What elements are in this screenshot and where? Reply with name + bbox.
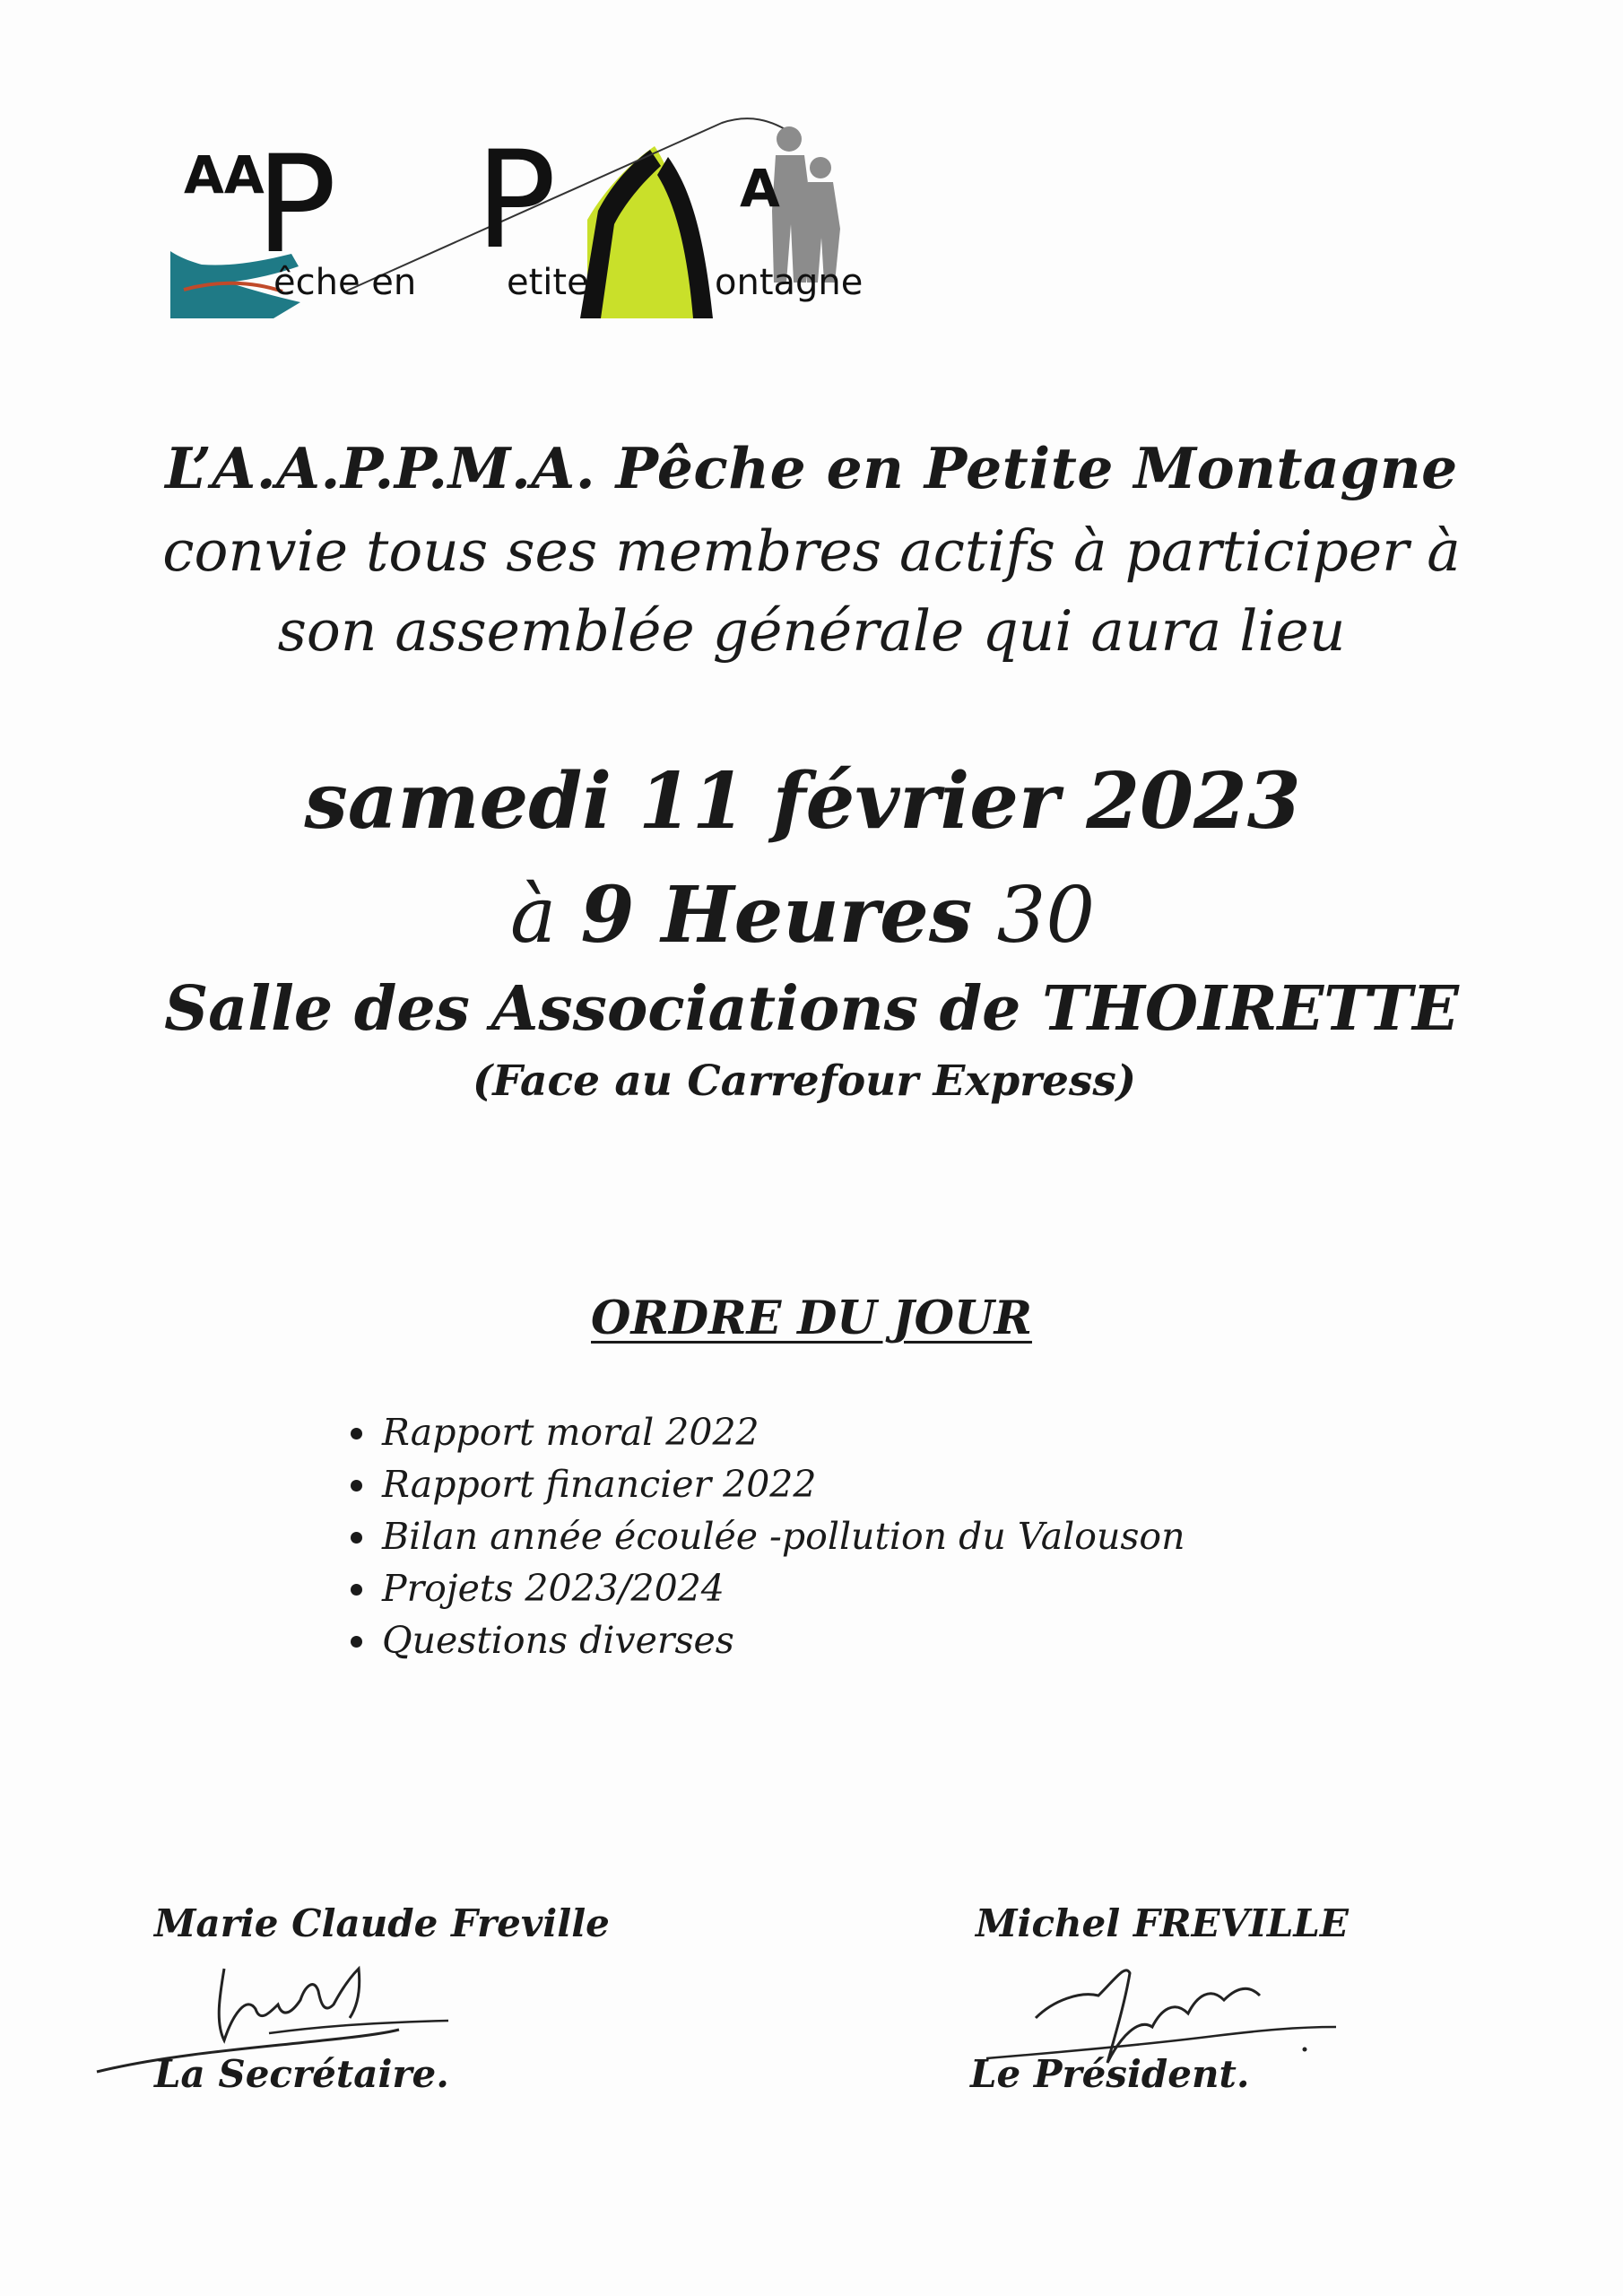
agenda-item-text: Projets 2023/2024	[382, 1567, 725, 1610]
agenda-item-text: Rapport financier 2022	[382, 1463, 817, 1506]
agenda-item	[348, 1458, 1185, 1510]
bullet-icon	[351, 1532, 362, 1544]
event-venue-note: (Face au Carrefour Express)	[472, 1057, 1137, 1106]
secretary-role: La Secrétaire.	[154, 2052, 449, 2096]
agenda-item-text: Rapport moral 2022	[382, 1411, 759, 1454]
logo-tagline-3: ontagne	[715, 262, 864, 303]
bullet-icon	[351, 1584, 362, 1596]
logo-tagline-1: êche en	[273, 262, 417, 303]
logo-fisherman-figures	[772, 126, 840, 283]
logo-graphic	[166, 103, 883, 336]
organization-line: L’A.A.P.P.M.A. Pêche en Petite Montagne	[165, 435, 1458, 501]
agenda-list	[348, 1406, 1185, 1666]
president-role: Le Président.	[970, 2052, 1250, 2096]
agenda-item-text: Questions diverses	[382, 1619, 734, 1662]
bullet-icon	[351, 1480, 362, 1492]
logo-tagline-2: etite	[507, 262, 589, 303]
event-venue: Salle des Associations de THOIRETTE	[164, 973, 1459, 1045]
bullet-icon	[351, 1636, 362, 1648]
president-name: Michel FREVILLE	[976, 1901, 1349, 1945]
logo-letter-a: A	[740, 158, 780, 219]
event-date: samedi 11 février 2023	[304, 756, 1301, 847]
logo-letter-p2: P	[475, 123, 557, 279]
event-time	[0, 870, 1614, 961]
agenda-item	[348, 1406, 1185, 1458]
association-logo	[166, 103, 883, 336]
agenda-item	[348, 1614, 1185, 1666]
secretary-name: Marie Claude Freville	[154, 1901, 610, 1945]
agenda-title: ORDRE DU JOUR	[591, 1292, 1032, 1345]
invitation-line-2: son assemblée générale qui aura lieu	[277, 598, 1346, 664]
event-time-prefix: à	[509, 871, 581, 961]
agenda-item-text: Bilan année écoulée -pollution du Valouson	[382, 1515, 1185, 1558]
bullet-icon	[351, 1428, 362, 1439]
logo-letter-p1: P	[256, 127, 337, 283]
agenda-item	[348, 1562, 1185, 1614]
event-time-main: 9 Heures	[580, 870, 973, 961]
invitation-line-1: convie tous ses membres actifs à participer à	[162, 518, 1461, 584]
logo-letters-aa: AA	[184, 144, 265, 205]
event-time-suffix: 30	[972, 871, 1096, 961]
agenda-item	[348, 1510, 1185, 1562]
